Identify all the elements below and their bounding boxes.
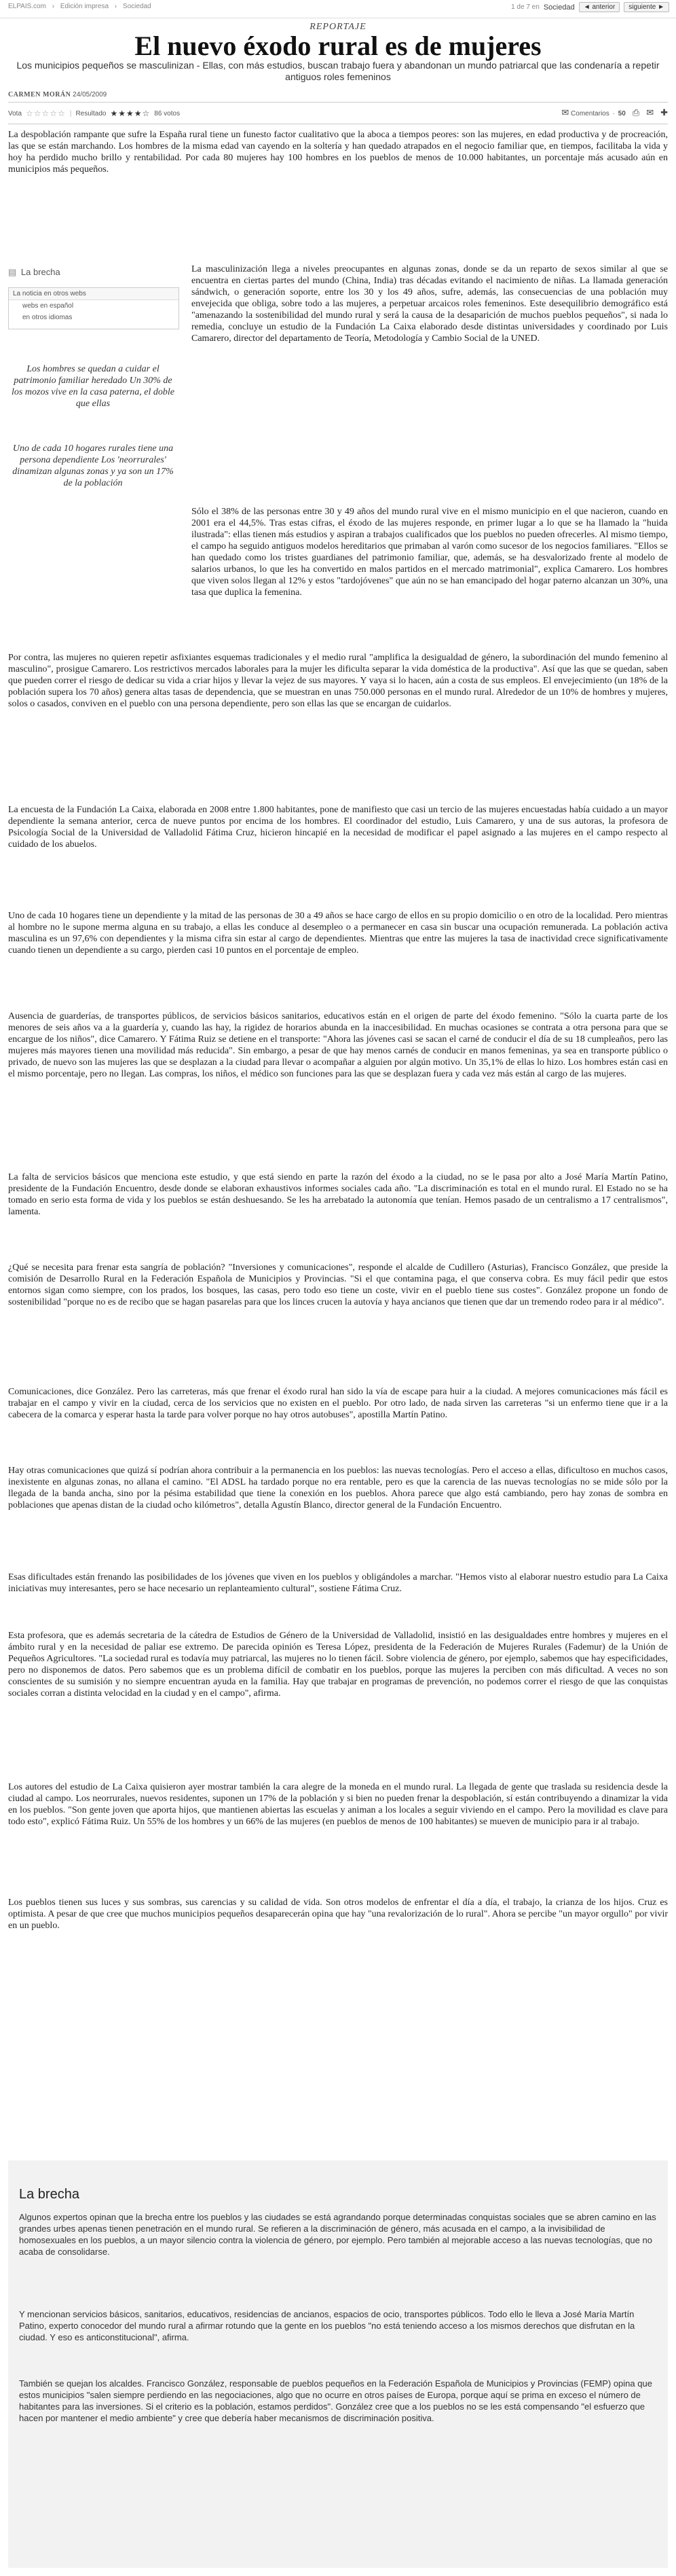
other-webs-header: La noticia en otros webs [9, 288, 179, 300]
comments-label: Comentarios [571, 110, 609, 117]
result-label: Resultado [75, 109, 107, 117]
pull-quote: Los hombres se quedan a cuidar el patrimonio familiar heredado Un 30% de los mozos vive en la casa paterna, el doble que ellas [12, 364, 174, 409]
article-kicker: REPORTAJE [309, 22, 367, 32]
body-paragraph: La falta de servicios básicos que menciona este estudio, y que está siendo en parte la razón del éxodo a la ciudad, no se le pasa por alto a José María Martín Patino, presidente de la Fundación Encuentro, desde donde se elaboran exhaustivos informes sociales cada año. "La discriminación es total en el mundo rural. El Estado no se ha tomado en serio esta forma de vida y los pueblos se están deshuesando. Se les ha arrebatado la autonomía que tenían. Hemos pasado de un centralismo a 17 centralismos", lamenta. [8, 1172, 668, 1217]
brecha-paragraph: También se quejan los alcaldes. Francisco González, responsable de pueblos pequeños en la Federación Española de Municipios y Provincias (FEMP) opina que estos municipios "salen siempre perdiendo en las negociaciones, algo que no ocurre en otros países de Europa, porque aquí se prima en exceso el número de habitantes para las inversiones. Si el criterio es la población, estamos perdidos". González cree que a los pueblos no se les está compensando "el esfuerzo que hacen por mantener el medio ambiente" y cree que debería haber mecanismos de discriminación positiva. [19, 2378, 652, 2423]
vote-label: Vota [8, 109, 22, 117]
body-paragraph: Ausencia de guarderías, de transportes públicos, de servicios básicos sanitarios, educativos están en el origen de parte del éxodo femenino. "Sólo la cuarta parte de los menores de seis años va a la guardería y, cuando las hay, la rigidez de horarios abunda en la inaccesibilidad. En muchas ocasiones se contrata a otra persona para que se encargue de los niños", dice Camarero. Y Fátima Ruiz se detiene en el transporte: "Ahora las jóvenes casi se sacan el carné de conducir el día de su 18 cumpleaños, pero las mujeres más mayores tienen una movilidad más reducida". Sin embargo, a pesar de que hay menos carnés de conducir en manos femeninas, ya sea en transporte público o privado, de nuevo son las mujeres las que se desplazan a la ciudad para llevar o acompañar a alguien por algún motivo. Un 35,1% de ellas lo hizo. Los hombres están casi en el mismo porcentaje, pero no llegan. Las compras, los niños, el médico son funciones para las que se desplazan fuera y cada vez más están al cargo de las mujeres. [8, 1011, 668, 1079]
body-paragraph: Esas dificultades están frenando las posibilidades de los jóvenes que viven en los pueblos y obligándoles a marchar. "Hemos visto al elaborar nuestro estudio para La Caixa iniciativas muy interesantes, pero se hace necesario un replanteamiento cultural", sostiene Fátima Cruz. [8, 1572, 668, 1594]
breadcrumb-item[interactable]: ELPAIS.com [8, 3, 46, 10]
body-paragraph: La despoblación rampante que sufre la España rural tiene un funesto factor cualitativo que la aboca a tiempos peores: son las mujeres, en edad productiva y de procreación, las que se están marchando. Los hombres de la misma edad van cayendo en la soltería y han quedado atrapados en el negocio familiar que, en tiempos, facilitaba la vida y hoy ha perdido mucho brillo y rentabilidad. Por cada 80 mujeres hay 100 hombres en los pueblos de menos de 10.000 habitantes, un porcentaje más acusado aún en municipios más pequeños. [8, 130, 668, 175]
comments-count: 50 [618, 110, 626, 117]
print-icon[interactable]: ⎙ [632, 107, 640, 117]
article-tools: Vota ☆☆☆☆☆ | Resultado ★★★★☆ 86 votos ✉ Comentarios · 50 ⎙ ✉ ✚ [8, 107, 668, 118]
body-paragraph: Esta profesora, que es además secretaria de la cátedra de Estudios de Género de la Universidad de Valladolid, insistió en las desigualdades entre hombres y mujeres en el ámbito rural y en la necesidad de paliar ese extremo. De parecida opinión es Teresa López, presidenta de la Federación de Mujeres Rurales (Fademur) de la Unión de Pequeños Agricultores. "La sociedad rural es todavía muy patriarcal, las mujeres no lo tienen fácil. Sobre violencia de género, por ejemplo, sabemos que hay especificidades, pero no disponemos de datos. Pero sabemos que es un problema difícil de combatir en los pueblos, porque las mujeres la perciben con más dificultad. A veces no son conscientes de su sumisión y no siempre encuentran ayuda en la familia. Hay que trabajar en programas de prevención, no podemos correr el riesgo de que las conquistas sociales corran a distinta velocidad en la ciudad y en el campo", afirma. [8, 1631, 668, 1699]
position-label: 1 de 7 en [511, 3, 540, 11]
comments-link[interactable]: ✉ Comentarios · 50 [561, 107, 626, 117]
pull-quote: Uno de cada 10 hogares rurales tiene una persona dependiente Los 'neorrurales' dinamizan algunas zonas y ya son un 17% de la población [12, 443, 174, 488]
body-paragraph: Sólo el 38% de las personas entre 30 y 49 años del mundo rural vive en el mismo municipio en el que nacieron, cuando en 2001 era el 44,5%. Tras estas cifras, el éxodo de las mujeres responde, en primer lugar a lo que se ha llamado la "huida ilustrada": ellas tienen más estudios y aspiran a trabajos cualificados que los pueblos no pueden ofrecerles. Al mismo tiempo, el campo ha seguido antiguos modelos hereditarios que primaban al varón como sucesor de los negocios familiares. "Ellos se han quedado como los tristes guardianes del patrimonio familiar, que, además, se ha desvalorizado frente al modelo de salarios urbanos, lo que les ha convertido en malos partidos en el mercado matrimonial", explica Camarero. Los hombres que viven solos llegan al 12% y estos "tardojóvenes" que aún no se han emancipado del hogar paterno alcanzan un 30%, una tasa que duplica la femenina. [191, 507, 668, 598]
result-stars: ★★★★☆ [110, 109, 151, 118]
body-paragraph: Uno de cada 10 hogares tiene un dependiente y la mitad de las personas de 30 a 49 años se hace cargo de ellos en su propio domicilio o en otro de la localidad. Pero mientras al hombre no le supone merma alguna en su trabajo, a ellas les conduce al desempleo o a permanecer en casa sin buscar una ocupación remunerada. La población activa masculina es un 97,6% con dependientes y la misma cifra sin estar al cargo de dependientes. Mientras que entre las mujeres la tasa de inactividad crece significativamente cuando tienen un dependiente a su cargo, pierden casi 10 puntos en el porcentaje de empleo. [8, 911, 668, 956]
article-navigation [511, 2, 669, 12]
other-webs-box [8, 287, 179, 329]
author-name: CARMEN MORÁN [8, 91, 71, 98]
brecha-paragraph: Y mencionan servicios básicos, sanitarios, educativos, residencias de ancianos, espacios de ocio, transportes públicos. Todo ello le lleva a José María Martín Patino, experto conocedor del mundo rural a afirmar rotundo que la gente en los pueblos "no está teniendo acceso a los mismos derechos que disfrutan en la ciudad. Y eso es anticonstitucional", afirma. [19, 2309, 635, 2342]
divider [8, 102, 668, 103]
previous-button[interactable]: ◄ anterior [579, 2, 620, 12]
brecha-paragraph: Algunos expertos opinan que la brecha entre los pueblos y las ciudades se está agrandando porque determinadas conquistas sociales que se abren camino en las grandes urbes apenas tienen penetración en el mundo rural. Se refieren a la discriminación de género, más acusada en el campo, a la invisibilidad de homosexuales en los pueblos, a un mayor silencio contra la violencia de género, por ejemplo. Pero también al mejorable acceso a las nuevas tecnologías, que no acaba de consolidarse. [19, 2212, 656, 2257]
body-paragraph: Hay otras comunicaciones que quizá sí podrían ahora contribuir a la permanencia en los pueblos: las nuevas tecnologías. Pero el acceso a ellas, dificultoso en muchos casos, inexistente en algunas zonas, no allana el camino. "El ADSL ha tardado porque no era rentable, pero es que la carencia de las nuevas tecnologías no se mide sólo por la llegada de la banda ancha, sino por la pésima estabilidad que tiene la conexión en los pueblos. Ahora parece que algo está cambiando, pero hay zonas de sombra en poblaciones que apenas distan de la ciudad ocho kilómetros", detalla Agustín Blanco, director general de la Fundación Encuentro. [8, 1466, 668, 1510]
share-icon[interactable]: ✚ [660, 107, 668, 117]
breadcrumb-item[interactable]: Edición impresa [60, 3, 109, 10]
email-icon[interactable]: ✉ [646, 107, 654, 117]
body-paragraph: Por contra, las mujeres no quieren repetir asfixiantes esquemas tradicionales y el medio rural "amplifica la desigualdad de género, la subordinación del mundo femenino al masculino", prosigue Camarero. Los restrictivos mercados laborales para la mujer les dificulta separar la vida doméstica de la productiva". Así que las que se quedan, saben que pueden correr el riesgo de dedicar su vida a criar hijos y llevar la vejez de sus mayores. Y vaya si lo hacen, aún a costa de sus empleos. El envejecimiento (un 18% de la población supera los 70 años) genera altas tasas de dependencia, que se muestran en unas 750.000 personas en el mundo rural. Alrededor de un 10% de hombres y mujeres, solos o casados, conviven en el pueblo con una persona dependiente, pero son ellas las que se encargan de cuidarlos. [8, 653, 668, 709]
document-icon: ▤ [8, 267, 17, 277]
body-paragraph: ¿Qué se necesita para frenar esta sangría de población? "Inversiones y comunicaciones", responde el alcalde de Cudillero (Asturias), Francisco González, que preside la comisión de Desarrollo Rural en la Federación Española de Municipios y Provincias. "Si el que contamina paga, el que conserva cobra. Es muy fácil pedir que estos entornos sigan como siempre, con los prados, los bosques, las casas, pero todo eso tiene un coste, vivir en el pueblo tiene sus costes". González propone un fondo de sostenibilidad "porque no es de recibo que se hagan pasarelas para que los linces crucen la autovía y haya ancianos que tienen que dar un tremendo rodeo para ir al médico". [8, 1263, 668, 1307]
publish-date: 24/05/2009 [73, 91, 107, 98]
page-title: El nuevo éxodo rural es de mujeres [134, 31, 542, 61]
top-bar [0, 0, 676, 18]
body-paragraph: La masculinización llega a niveles preocupantes en algunas zonas, donde se da un reparto de sexos similar al que se encuentra en ciertas partes del mundo (China, India) tras décadas evitando el nacimiento de niñas. La llamada generación sándwich, o generación soporte, entre los 30 y los 49 años, sufre, además, las consecuencias de una población muy envejecida que obliga, sobre todo a las mujeres, a perpetuar arcaicos roles femeninos. Este desequilibrio demográfico está "amenazando la sostenibilidad del mundo rural y será la causa de la desaparición de muchos pueblos pequeños", si nada lo remedia, concluye un estudio de la Fundación La Caixa elaborado desde distintas universidades y coordinado por Luis Camarero, director del departamento de Teoría, Metodología y Cambio Social de la UNED. [191, 264, 668, 344]
vote-stars[interactable]: ☆☆☆☆☆ [26, 109, 66, 118]
byline [8, 91, 107, 98]
body-paragraph: Comunicaciones, dice González. Pero las carreteras, más que frenar el éxodo rural han sido la vía de escape para huir a la ciudad. A mejores comunicaciones más fácil es trabajar en el campo y vivir en la ciudad, cerca de los servicios que no existen en el pueblo. Por otro lado, de nada sirven las carreteras "si un enfermo tiene que ir a la cabecera de la comarca y esperar hasta la tarde para volver porque no hay otros autobuses", apostilla Martín Patino. [8, 1387, 668, 1420]
breadcrumb: ELPAIS.com › Edición impresa › Sociedad [8, 3, 151, 10]
body-paragraph: La encuesta de la Fundación La Caixa, elaborada en 2008 entre 1.800 habitantes, pone de manifiesto que casi un tercio de las mujeres encuestadas había cuidado a un mayor dependiente la semana anterior, cerca de nueve puntos por encima de los hombres. El coordinador del estudio, Luis Camarero, y una de sus autoras, la profesora de Psicología Social de la Universidad de Valladolid Fátima Cruz, hicieron hincapié en la necesidad de modificar el papel asignado a las mujeres en el campo respecto al cuidado de los abuelos. [8, 805, 668, 850]
body-paragraph: Los autores del estudio de La Caixa quisieron ayer mostrar también la cara alegre de la moneda en el mundo rural. La llegada de gente que traslada su residencia desde la ciudad al campo. Los neorrurales, nuevos residentes, suponen un 17% de la población y si bien no pueden frenar la despoblación, sí están contribuyendo a dinamizar la vida en los pueblos. "Son gente joven que aporta hijos, que mantienen abiertas las escuelas y animan a los locales a seguir viviendo en el campo. Pero la movilidad es clave para todo esto", explicó Fátima Ruiz. Un 55% de los hombres y un 66% de las mujeres (en pueblos de menos de 100 habitantes) se mueven de municipio para ir al trabajo. [8, 1782, 668, 1827]
brecha-title: La brecha [19, 2187, 79, 2202]
brecha-link[interactable] [8, 267, 60, 278]
webs-spanish-link[interactable]: webs en español [22, 302, 74, 310]
section-name[interactable]: Sociedad [543, 3, 575, 12]
article-subtitle: Los municipios pequeños se masculinizan - Ellas, con más estudios, buscan trabajo fuera y abandonan un mundo patriarcal que las condenaría a repetir antiguos roles femeninos [16, 60, 660, 82]
body-paragraph: Los pueblos tienen sus luces y sus sombras, sus carencias y su calidad de vida. Son otros modelos de enfrentar el día a día, el trabajo, la crianza de los hijos. Cruz es optimista. A pesar de que cree que muchos municipios pequeños desaparecerán opina que hay "una revalorización de lo rural". Ahora se percibe "un mayor orgullo" por vivir en un pueblo. [8, 1898, 668, 1931]
comment-icon: ✉ [561, 107, 569, 117]
vote-count: 86 votos [154, 109, 181, 117]
next-button[interactable]: siguiente ► [624, 2, 669, 12]
webs-other-languages-link[interactable]: en otros idiomas [22, 314, 73, 321]
brecha-link-label: La brecha [20, 267, 60, 277]
breadcrumb-item[interactable]: Sociedad [122, 3, 151, 10]
